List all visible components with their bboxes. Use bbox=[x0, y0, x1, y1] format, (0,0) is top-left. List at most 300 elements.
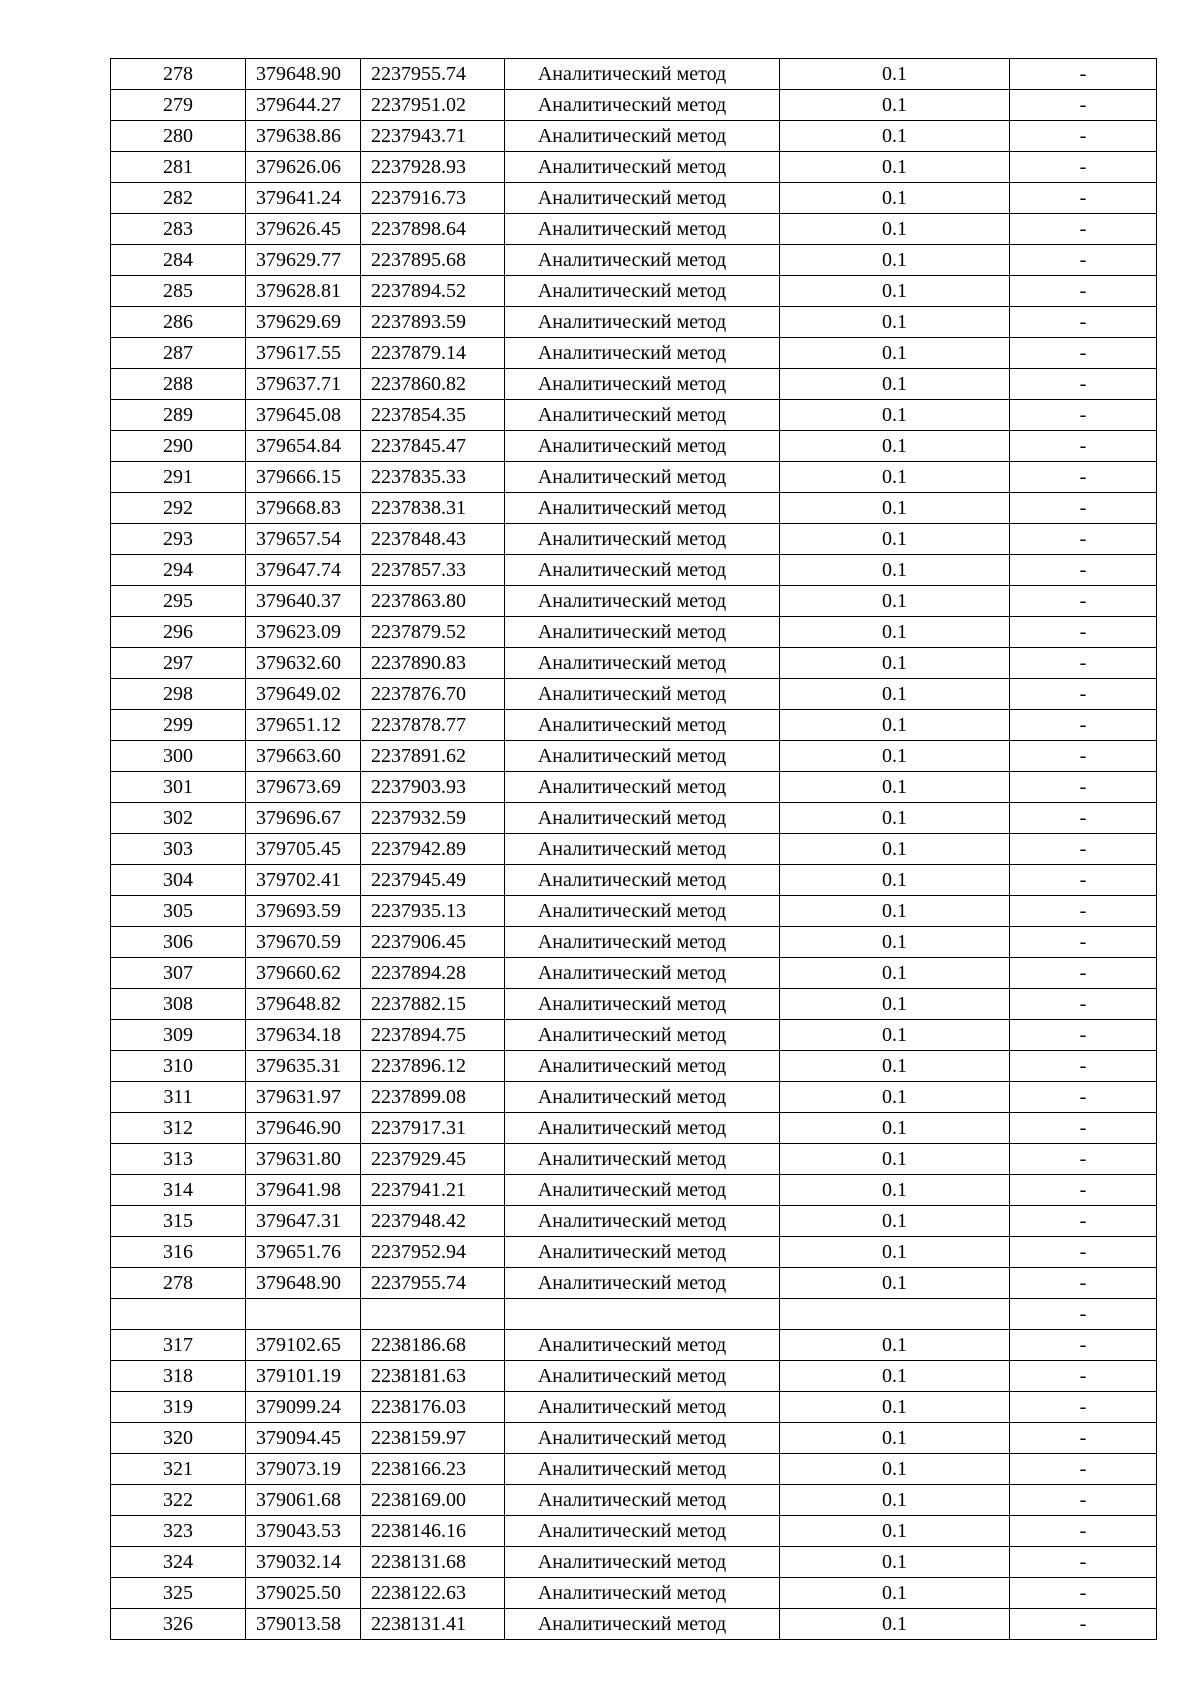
precision-cell: 0.1 bbox=[780, 834, 1010, 865]
x-coordinate-cell: 379666.15 bbox=[246, 462, 361, 493]
note-cell: - bbox=[1010, 896, 1157, 927]
note-cell: - bbox=[1010, 1082, 1157, 1113]
precision-cell: 0.1 bbox=[780, 369, 1010, 400]
x-coordinate-cell: 379617.55 bbox=[246, 338, 361, 369]
point-number-cell: 287 bbox=[111, 338, 246, 369]
method-cell: Аналитический метод bbox=[505, 958, 780, 989]
point-number-cell: 309 bbox=[111, 1020, 246, 1051]
note-cell: - bbox=[1010, 1020, 1157, 1051]
x-coordinate-cell: 379696.67 bbox=[246, 803, 361, 834]
method-cell: Аналитический метод bbox=[505, 1609, 780, 1640]
table-row bbox=[111, 710, 1157, 741]
table-row bbox=[111, 1423, 1157, 1454]
table-row bbox=[111, 1578, 1157, 1609]
table-row bbox=[111, 1299, 1157, 1330]
method-cell: Аналитический метод bbox=[505, 555, 780, 586]
note-cell: - bbox=[1010, 1361, 1157, 1392]
point-number-cell: 285 bbox=[111, 276, 246, 307]
note-cell: - bbox=[1010, 276, 1157, 307]
y-coordinate-cell: 2237955.74 bbox=[361, 59, 505, 90]
precision-cell: 0.1 bbox=[780, 214, 1010, 245]
method-cell: Аналитический метод bbox=[505, 1361, 780, 1392]
table-row bbox=[111, 1020, 1157, 1051]
note-cell: - bbox=[1010, 1237, 1157, 1268]
coordinates-table bbox=[110, 58, 1157, 1640]
x-coordinate-cell: 379623.09 bbox=[246, 617, 361, 648]
note-cell: - bbox=[1010, 431, 1157, 462]
method-cell: Аналитический метод bbox=[505, 400, 780, 431]
x-coordinate-cell: 379061.68 bbox=[246, 1485, 361, 1516]
precision-cell: 0.1 bbox=[780, 183, 1010, 214]
x-coordinate-cell: 379099.24 bbox=[246, 1392, 361, 1423]
x-coordinate-cell: 379705.45 bbox=[246, 834, 361, 865]
table-row bbox=[111, 59, 1157, 90]
note-cell: - bbox=[1010, 1144, 1157, 1175]
x-coordinate-cell: 379702.41 bbox=[246, 865, 361, 896]
table-row bbox=[111, 865, 1157, 896]
note-cell: - bbox=[1010, 648, 1157, 679]
point-number-cell bbox=[111, 1299, 246, 1330]
note-cell: - bbox=[1010, 1268, 1157, 1299]
precision-cell: 0.1 bbox=[780, 1454, 1010, 1485]
method-cell: Аналитический метод bbox=[505, 1020, 780, 1051]
y-coordinate-cell bbox=[361, 1299, 505, 1330]
note-cell: - bbox=[1010, 307, 1157, 338]
table-row bbox=[111, 555, 1157, 586]
y-coordinate-cell: 2237948.42 bbox=[361, 1206, 505, 1237]
note-cell: - bbox=[1010, 1113, 1157, 1144]
point-number-cell: 311 bbox=[111, 1082, 246, 1113]
table-row bbox=[111, 648, 1157, 679]
method-cell: Аналитический метод bbox=[505, 1082, 780, 1113]
point-number-cell: 308 bbox=[111, 989, 246, 1020]
note-cell: - bbox=[1010, 1175, 1157, 1206]
method-cell: Аналитический метод bbox=[505, 307, 780, 338]
table-row bbox=[111, 896, 1157, 927]
x-coordinate-cell: 379649.02 bbox=[246, 679, 361, 710]
y-coordinate-cell: 2237879.14 bbox=[361, 338, 505, 369]
x-coordinate-cell: 379647.31 bbox=[246, 1206, 361, 1237]
table-row bbox=[111, 1485, 1157, 1516]
method-cell: Аналитический метод bbox=[505, 183, 780, 214]
y-coordinate-cell: 2237876.70 bbox=[361, 679, 505, 710]
table-row bbox=[111, 772, 1157, 803]
y-coordinate-cell: 2238131.68 bbox=[361, 1547, 505, 1578]
precision-cell: 0.1 bbox=[780, 1516, 1010, 1547]
table-row bbox=[111, 152, 1157, 183]
precision-cell: 0.1 bbox=[780, 1020, 1010, 1051]
note-cell: - bbox=[1010, 183, 1157, 214]
precision-cell: 0.1 bbox=[780, 524, 1010, 555]
x-coordinate-cell: 379673.69 bbox=[246, 772, 361, 803]
precision-cell: 0.1 bbox=[780, 710, 1010, 741]
point-number-cell: 313 bbox=[111, 1144, 246, 1175]
note-cell: - bbox=[1010, 121, 1157, 152]
note-cell: - bbox=[1010, 679, 1157, 710]
precision-cell: 0.1 bbox=[780, 1578, 1010, 1609]
y-coordinate-cell: 2237894.52 bbox=[361, 276, 505, 307]
y-coordinate-cell: 2237860.82 bbox=[361, 369, 505, 400]
x-coordinate-cell: 379628.81 bbox=[246, 276, 361, 307]
point-number-cell: 279 bbox=[111, 90, 246, 121]
point-number-cell: 299 bbox=[111, 710, 246, 741]
table-row bbox=[111, 307, 1157, 338]
y-coordinate-cell: 2237916.73 bbox=[361, 183, 505, 214]
x-coordinate-cell: 379626.45 bbox=[246, 214, 361, 245]
precision-cell: 0.1 bbox=[780, 90, 1010, 121]
y-coordinate-cell: 2238169.00 bbox=[361, 1485, 505, 1516]
x-coordinate-cell: 379626.06 bbox=[246, 152, 361, 183]
note-cell: - bbox=[1010, 369, 1157, 400]
precision-cell: 0.1 bbox=[780, 927, 1010, 958]
precision-cell: 0.1 bbox=[780, 1082, 1010, 1113]
note-cell: - bbox=[1010, 90, 1157, 121]
point-number-cell: 307 bbox=[111, 958, 246, 989]
x-coordinate-cell: 379629.69 bbox=[246, 307, 361, 338]
precision-cell: 0.1 bbox=[780, 679, 1010, 710]
y-coordinate-cell: 2237857.33 bbox=[361, 555, 505, 586]
x-coordinate-cell: 379663.60 bbox=[246, 741, 361, 772]
table-row bbox=[111, 214, 1157, 245]
point-number-cell: 292 bbox=[111, 493, 246, 524]
y-coordinate-cell: 2238166.23 bbox=[361, 1454, 505, 1485]
note-cell: - bbox=[1010, 1423, 1157, 1454]
point-number-cell: 284 bbox=[111, 245, 246, 276]
note-cell: - bbox=[1010, 462, 1157, 493]
point-number-cell: 278 bbox=[111, 1268, 246, 1299]
table-row bbox=[111, 1330, 1157, 1361]
precision-cell: 0.1 bbox=[780, 648, 1010, 679]
x-coordinate-cell: 379648.90 bbox=[246, 59, 361, 90]
y-coordinate-cell: 2237863.80 bbox=[361, 586, 505, 617]
table-row bbox=[111, 927, 1157, 958]
table-row bbox=[111, 1454, 1157, 1485]
table-row bbox=[111, 276, 1157, 307]
method-cell: Аналитический метод bbox=[505, 679, 780, 710]
precision-cell: 0.1 bbox=[780, 245, 1010, 276]
precision-cell: 0.1 bbox=[780, 338, 1010, 369]
y-coordinate-cell: 2237935.13 bbox=[361, 896, 505, 927]
y-coordinate-cell: 2237879.52 bbox=[361, 617, 505, 648]
table-row bbox=[111, 338, 1157, 369]
y-coordinate-cell: 2237955.74 bbox=[361, 1268, 505, 1299]
x-coordinate-cell: 379629.77 bbox=[246, 245, 361, 276]
precision-cell: 0.1 bbox=[780, 400, 1010, 431]
table-row bbox=[111, 1268, 1157, 1299]
note-cell: - bbox=[1010, 1578, 1157, 1609]
method-cell: Аналитический метод bbox=[505, 1051, 780, 1082]
note-cell: - bbox=[1010, 1609, 1157, 1640]
table-row bbox=[111, 245, 1157, 276]
table-row bbox=[111, 1392, 1157, 1423]
note-cell: - bbox=[1010, 245, 1157, 276]
method-cell: Аналитический метод bbox=[505, 1547, 780, 1578]
precision-cell: 0.1 bbox=[780, 431, 1010, 462]
point-number-cell: 301 bbox=[111, 772, 246, 803]
table-row bbox=[111, 803, 1157, 834]
method-cell: Аналитический метод bbox=[505, 1268, 780, 1299]
table-row bbox=[111, 958, 1157, 989]
y-coordinate-cell: 2237848.43 bbox=[361, 524, 505, 555]
x-coordinate-cell: 379641.98 bbox=[246, 1175, 361, 1206]
point-number-cell: 295 bbox=[111, 586, 246, 617]
table-row bbox=[111, 524, 1157, 555]
y-coordinate-cell: 2237932.59 bbox=[361, 803, 505, 834]
table-row bbox=[111, 1051, 1157, 1082]
y-coordinate-cell: 2237941.21 bbox=[361, 1175, 505, 1206]
x-coordinate-cell: 379632.60 bbox=[246, 648, 361, 679]
method-cell: Аналитический метод bbox=[505, 803, 780, 834]
method-cell: Аналитический метод bbox=[505, 1206, 780, 1237]
precision-cell: 0.1 bbox=[780, 989, 1010, 1020]
precision-cell: 0.1 bbox=[780, 152, 1010, 183]
note-cell: - bbox=[1010, 1454, 1157, 1485]
precision-cell: 0.1 bbox=[780, 617, 1010, 648]
method-cell: Аналитический метод bbox=[505, 214, 780, 245]
method-cell: Аналитический метод bbox=[505, 59, 780, 90]
x-coordinate-cell: 379032.14 bbox=[246, 1547, 361, 1578]
x-coordinate-cell: 379094.45 bbox=[246, 1423, 361, 1454]
precision-cell: 0.1 bbox=[780, 1361, 1010, 1392]
note-cell: - bbox=[1010, 865, 1157, 896]
method-cell: Аналитический метод bbox=[505, 1175, 780, 1206]
x-coordinate-cell: 379651.12 bbox=[246, 710, 361, 741]
table-row bbox=[111, 1175, 1157, 1206]
point-number-cell: 304 bbox=[111, 865, 246, 896]
x-coordinate-cell: 379670.59 bbox=[246, 927, 361, 958]
precision-cell: 0.1 bbox=[780, 958, 1010, 989]
y-coordinate-cell: 2237943.71 bbox=[361, 121, 505, 152]
precision-cell: 0.1 bbox=[780, 1051, 1010, 1082]
point-number-cell: 298 bbox=[111, 679, 246, 710]
note-cell: - bbox=[1010, 989, 1157, 1020]
method-cell: Аналитический метод bbox=[505, 1485, 780, 1516]
table-row bbox=[111, 1113, 1157, 1144]
method-cell bbox=[505, 1299, 780, 1330]
method-cell: Аналитический метод bbox=[505, 152, 780, 183]
method-cell: Аналитический метод bbox=[505, 1392, 780, 1423]
x-coordinate-cell: 379646.90 bbox=[246, 1113, 361, 1144]
note-cell: - bbox=[1010, 710, 1157, 741]
note-cell: - bbox=[1010, 493, 1157, 524]
precision-cell: 0.1 bbox=[780, 1423, 1010, 1454]
note-cell: - bbox=[1010, 834, 1157, 865]
note-cell: - bbox=[1010, 741, 1157, 772]
point-number-cell: 286 bbox=[111, 307, 246, 338]
x-coordinate-cell: 379073.19 bbox=[246, 1454, 361, 1485]
table-row bbox=[111, 1547, 1157, 1578]
note-cell: - bbox=[1010, 1485, 1157, 1516]
note-cell: - bbox=[1010, 1392, 1157, 1423]
point-number-cell: 321 bbox=[111, 1454, 246, 1485]
x-coordinate-cell: 379644.27 bbox=[246, 90, 361, 121]
precision-cell: 0.1 bbox=[780, 59, 1010, 90]
note-cell: - bbox=[1010, 1516, 1157, 1547]
method-cell: Аналитический метод bbox=[505, 493, 780, 524]
x-coordinate-cell: 379657.54 bbox=[246, 524, 361, 555]
point-number-cell: 297 bbox=[111, 648, 246, 679]
x-coordinate-cell: 379635.31 bbox=[246, 1051, 361, 1082]
x-coordinate-cell: 379043.53 bbox=[246, 1516, 361, 1547]
point-number-cell: 318 bbox=[111, 1361, 246, 1392]
table-row bbox=[111, 1082, 1157, 1113]
precision-cell: 0.1 bbox=[780, 276, 1010, 307]
y-coordinate-cell: 2237878.77 bbox=[361, 710, 505, 741]
table-row bbox=[111, 1361, 1157, 1392]
point-number-cell: 282 bbox=[111, 183, 246, 214]
note-cell: - bbox=[1010, 586, 1157, 617]
y-coordinate-cell: 2238159.97 bbox=[361, 1423, 505, 1454]
point-number-cell: 296 bbox=[111, 617, 246, 648]
method-cell: Аналитический метод bbox=[505, 741, 780, 772]
note-cell: - bbox=[1010, 1330, 1157, 1361]
y-coordinate-cell: 2237893.59 bbox=[361, 307, 505, 338]
point-number-cell: 289 bbox=[111, 400, 246, 431]
precision-cell: 0.1 bbox=[780, 121, 1010, 152]
method-cell: Аналитический метод bbox=[505, 927, 780, 958]
y-coordinate-cell: 2238186.68 bbox=[361, 1330, 505, 1361]
y-coordinate-cell: 2237903.93 bbox=[361, 772, 505, 803]
point-number-cell: 306 bbox=[111, 927, 246, 958]
point-number-cell: 283 bbox=[111, 214, 246, 245]
note-cell: - bbox=[1010, 59, 1157, 90]
precision-cell: 0.1 bbox=[780, 896, 1010, 927]
method-cell: Аналитический метод bbox=[505, 648, 780, 679]
y-coordinate-cell: 2237890.83 bbox=[361, 648, 505, 679]
x-coordinate-cell bbox=[246, 1299, 361, 1330]
point-number-cell: 278 bbox=[111, 59, 246, 90]
note-cell: - bbox=[1010, 1299, 1157, 1330]
y-coordinate-cell: 2237928.93 bbox=[361, 152, 505, 183]
x-coordinate-cell: 379631.97 bbox=[246, 1082, 361, 1113]
table-row bbox=[111, 462, 1157, 493]
method-cell: Аналитический метод bbox=[505, 462, 780, 493]
point-number-cell: 324 bbox=[111, 1547, 246, 1578]
note-cell: - bbox=[1010, 617, 1157, 648]
precision-cell bbox=[780, 1299, 1010, 1330]
note-cell: - bbox=[1010, 1547, 1157, 1578]
table-row bbox=[111, 1237, 1157, 1268]
precision-cell: 0.1 bbox=[780, 1268, 1010, 1299]
table-row bbox=[111, 1206, 1157, 1237]
point-number-cell: 293 bbox=[111, 524, 246, 555]
y-coordinate-cell: 2237917.31 bbox=[361, 1113, 505, 1144]
x-coordinate-cell: 379631.80 bbox=[246, 1144, 361, 1175]
point-number-cell: 326 bbox=[111, 1609, 246, 1640]
table-row bbox=[111, 617, 1157, 648]
method-cell: Аналитический метод bbox=[505, 1516, 780, 1547]
point-number-cell: 314 bbox=[111, 1175, 246, 1206]
x-coordinate-cell: 379013.58 bbox=[246, 1609, 361, 1640]
precision-cell: 0.1 bbox=[780, 462, 1010, 493]
method-cell: Аналитический метод bbox=[505, 1423, 780, 1454]
table-row bbox=[111, 121, 1157, 152]
method-cell: Аналитический метод bbox=[505, 586, 780, 617]
point-number-cell: 303 bbox=[111, 834, 246, 865]
method-cell: Аналитический метод bbox=[505, 369, 780, 400]
method-cell: Аналитический метод bbox=[505, 1578, 780, 1609]
point-number-cell: 300 bbox=[111, 741, 246, 772]
point-number-cell: 320 bbox=[111, 1423, 246, 1454]
note-cell: - bbox=[1010, 772, 1157, 803]
point-number-cell: 302 bbox=[111, 803, 246, 834]
point-number-cell: 305 bbox=[111, 896, 246, 927]
y-coordinate-cell: 2237896.12 bbox=[361, 1051, 505, 1082]
note-cell: - bbox=[1010, 1051, 1157, 1082]
method-cell: Аналитический метод bbox=[505, 1330, 780, 1361]
precision-cell: 0.1 bbox=[780, 1113, 1010, 1144]
table-row bbox=[111, 1609, 1157, 1640]
x-coordinate-cell: 379648.90 bbox=[246, 1268, 361, 1299]
method-cell: Аналитический метод bbox=[505, 1144, 780, 1175]
precision-cell: 0.1 bbox=[780, 1144, 1010, 1175]
precision-cell: 0.1 bbox=[780, 493, 1010, 524]
x-coordinate-cell: 379102.65 bbox=[246, 1330, 361, 1361]
x-coordinate-cell: 379638.86 bbox=[246, 121, 361, 152]
note-cell: - bbox=[1010, 214, 1157, 245]
note-cell: - bbox=[1010, 803, 1157, 834]
x-coordinate-cell: 379651.76 bbox=[246, 1237, 361, 1268]
y-coordinate-cell: 2237899.08 bbox=[361, 1082, 505, 1113]
point-number-cell: 315 bbox=[111, 1206, 246, 1237]
x-coordinate-cell: 379693.59 bbox=[246, 896, 361, 927]
table-row bbox=[111, 586, 1157, 617]
y-coordinate-cell: 2237845.47 bbox=[361, 431, 505, 462]
note-cell: - bbox=[1010, 927, 1157, 958]
y-coordinate-cell: 2237945.49 bbox=[361, 865, 505, 896]
precision-cell: 0.1 bbox=[780, 1206, 1010, 1237]
y-coordinate-cell: 2237894.75 bbox=[361, 1020, 505, 1051]
table-row bbox=[111, 679, 1157, 710]
table-row bbox=[111, 183, 1157, 214]
x-coordinate-cell: 379668.83 bbox=[246, 493, 361, 524]
method-cell: Аналитический метод bbox=[505, 1454, 780, 1485]
y-coordinate-cell: 2237942.89 bbox=[361, 834, 505, 865]
point-number-cell: 291 bbox=[111, 462, 246, 493]
point-number-cell: 312 bbox=[111, 1113, 246, 1144]
method-cell: Аналитический метод bbox=[505, 431, 780, 462]
note-cell: - bbox=[1010, 524, 1157, 555]
point-number-cell: 310 bbox=[111, 1051, 246, 1082]
x-coordinate-cell: 379101.19 bbox=[246, 1361, 361, 1392]
method-cell: Аналитический метод bbox=[505, 710, 780, 741]
method-cell: Аналитический метод bbox=[505, 524, 780, 555]
precision-cell: 0.1 bbox=[780, 1175, 1010, 1206]
precision-cell: 0.1 bbox=[780, 803, 1010, 834]
x-coordinate-cell: 379637.71 bbox=[246, 369, 361, 400]
point-number-cell: 325 bbox=[111, 1578, 246, 1609]
note-cell: - bbox=[1010, 400, 1157, 431]
y-coordinate-cell: 2237895.68 bbox=[361, 245, 505, 276]
y-coordinate-cell: 2237898.64 bbox=[361, 214, 505, 245]
point-number-cell: 319 bbox=[111, 1392, 246, 1423]
method-cell: Аналитический метод bbox=[505, 1113, 780, 1144]
y-coordinate-cell: 2237838.31 bbox=[361, 493, 505, 524]
precision-cell: 0.1 bbox=[780, 1547, 1010, 1578]
x-coordinate-cell: 379640.37 bbox=[246, 586, 361, 617]
precision-cell: 0.1 bbox=[780, 1237, 1010, 1268]
coordinates-table-body bbox=[111, 59, 1157, 1640]
y-coordinate-cell: 2237882.15 bbox=[361, 989, 505, 1020]
table-row bbox=[111, 834, 1157, 865]
note-cell: - bbox=[1010, 555, 1157, 586]
note-cell: - bbox=[1010, 152, 1157, 183]
y-coordinate-cell: 2237894.28 bbox=[361, 958, 505, 989]
precision-cell: 0.1 bbox=[780, 741, 1010, 772]
y-coordinate-cell: 2238122.63 bbox=[361, 1578, 505, 1609]
method-cell: Аналитический метод bbox=[505, 245, 780, 276]
table-row bbox=[111, 90, 1157, 121]
